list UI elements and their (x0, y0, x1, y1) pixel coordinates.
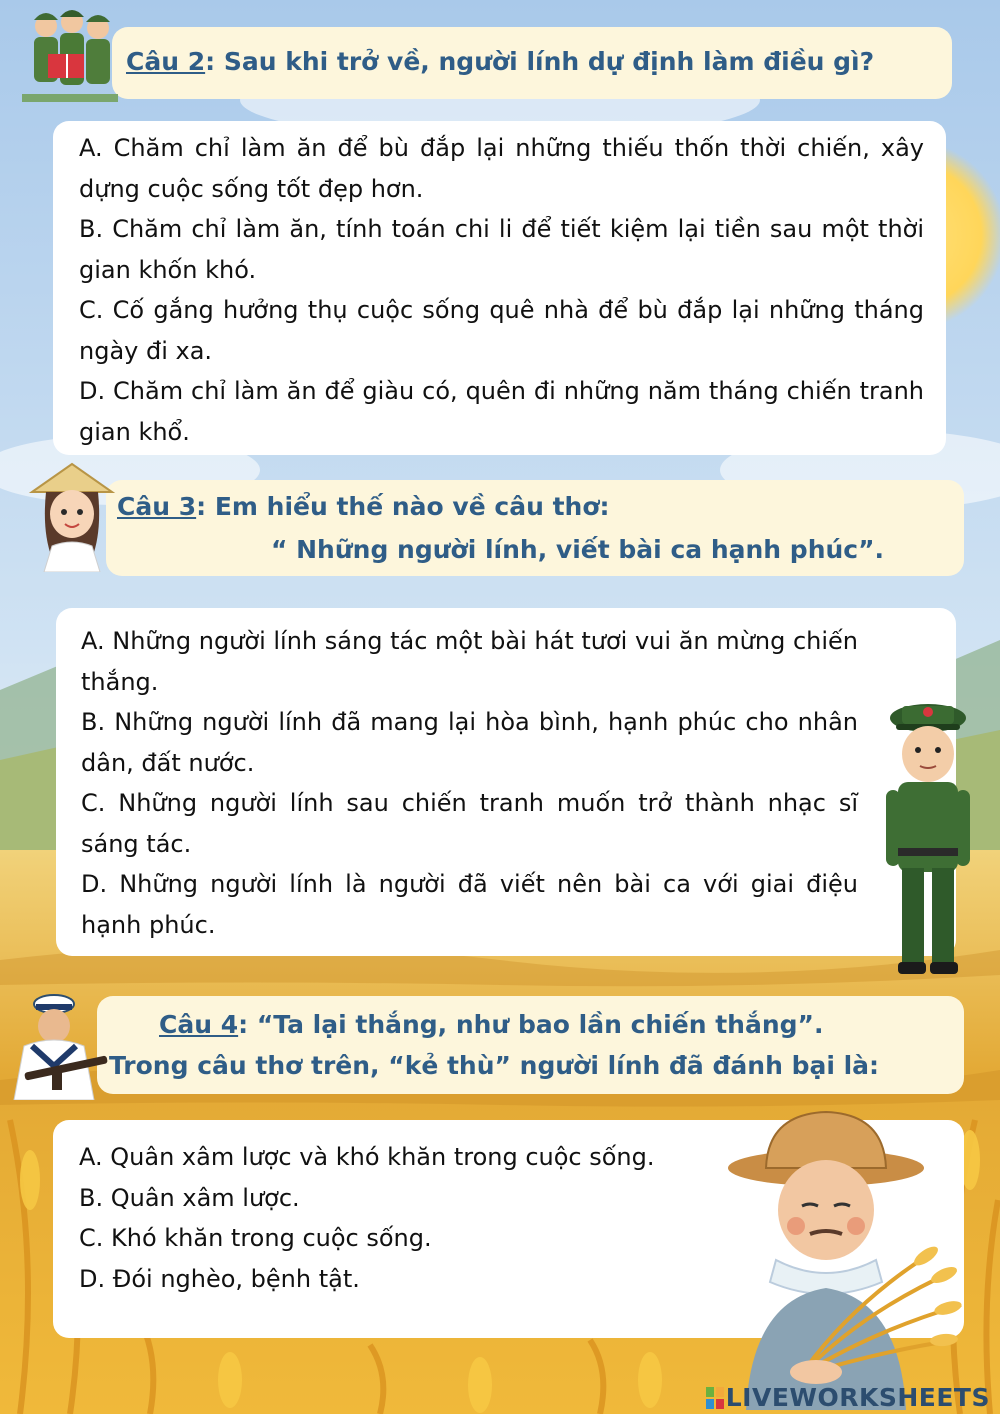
answer-2c[interactable]: C. Cố gắng hưởng thụ cuộc sống quê nhà để bù đắp lại những tháng ngày đi xa. (79, 296, 924, 365)
farmer-with-rice-icon (706, 1110, 966, 1410)
question-2-prompt: : Sau khi trở về, người lính dự định làm điều gì? (205, 47, 875, 76)
girl-with-hat-icon (22, 462, 122, 572)
question-4-box (97, 996, 964, 1094)
soldier-icon (878, 698, 978, 978)
sailor-with-rifle-icon (2, 990, 112, 1100)
question-4-line-1 (159, 1004, 823, 1046)
answer-2a[interactable]: A. Chăm chỉ làm ăn để bù đắp lại những thiếu thốn thời chiến, xây dựng cuộc sống tốt đẹp hơn. (79, 134, 924, 203)
soldiers-reading-icon (14, 4, 124, 104)
question-2-text (126, 41, 874, 83)
question-2-label: Câu 2 (126, 47, 206, 76)
answer-2d[interactable]: D. Chăm chỉ làm ăn để giàu có, quên đi những năm tháng chiến tranh gian khổ. (79, 377, 924, 446)
question-3-label: Câu 3 (117, 492, 197, 521)
question-3-answers (56, 608, 956, 956)
answer-4b[interactable]: B. Quân xâm lược. (79, 1183, 300, 1212)
answer-3b[interactable]: B. Những người lính đã mang lại hòa bình, hạnh phúc cho nhân dân, đất nước. (81, 708, 858, 777)
answer-4a[interactable]: A. Quân xâm lược và khó khăn trong cuộc sống. (79, 1143, 655, 1171)
question-2-box (112, 27, 952, 99)
question-4-label: Câu 4 (159, 1010, 239, 1039)
question-3-quote: “ Những người lính, viết bài ca hạnh phúc”. (271, 535, 885, 564)
liveworksheets-wordmark: LIVEWORKSHEETS (725, 1383, 990, 1412)
answer-3c[interactable]: C. Những người lính sau chiến tranh muốn trở thành nhạc sĩ sáng tác. (81, 789, 858, 858)
answer-2b[interactable]: B. Chăm chỉ làm ăn, tính toán chi li để tiết kiệm lại tiền sau một thời gian khốn khó. (79, 215, 924, 284)
answer-4d[interactable]: D. Đói nghèo, bệnh tật. (79, 1264, 360, 1293)
answer-3a[interactable]: A. Những người lính sáng tác một bài hát tươi vui ăn mừng chiến thắng. (81, 627, 858, 696)
liveworksheets-mark-icon (706, 1387, 724, 1409)
liveworksheets-logo (706, 1383, 990, 1412)
question-4-prompt: : “Ta lại thắng, như bao lần chiến thắng”. (238, 1010, 824, 1039)
answer-4c[interactable]: C. Khó khăn trong cuộc sống. (79, 1224, 432, 1252)
question-3-box (106, 480, 964, 576)
answer-3d[interactable]: D. Những người lính là người đã viết nên bài ca với giai điệu hạnh phúc. (81, 870, 858, 939)
question-3-text (117, 486, 610, 528)
question-3-prompt: : Em hiểu thế nào về câu thơ: (196, 492, 610, 521)
question-4-line-2: Trong câu thơ trên, “kẻ thù” người lính đã đánh bại là: (109, 1051, 880, 1080)
question-2-answers (53, 121, 946, 455)
